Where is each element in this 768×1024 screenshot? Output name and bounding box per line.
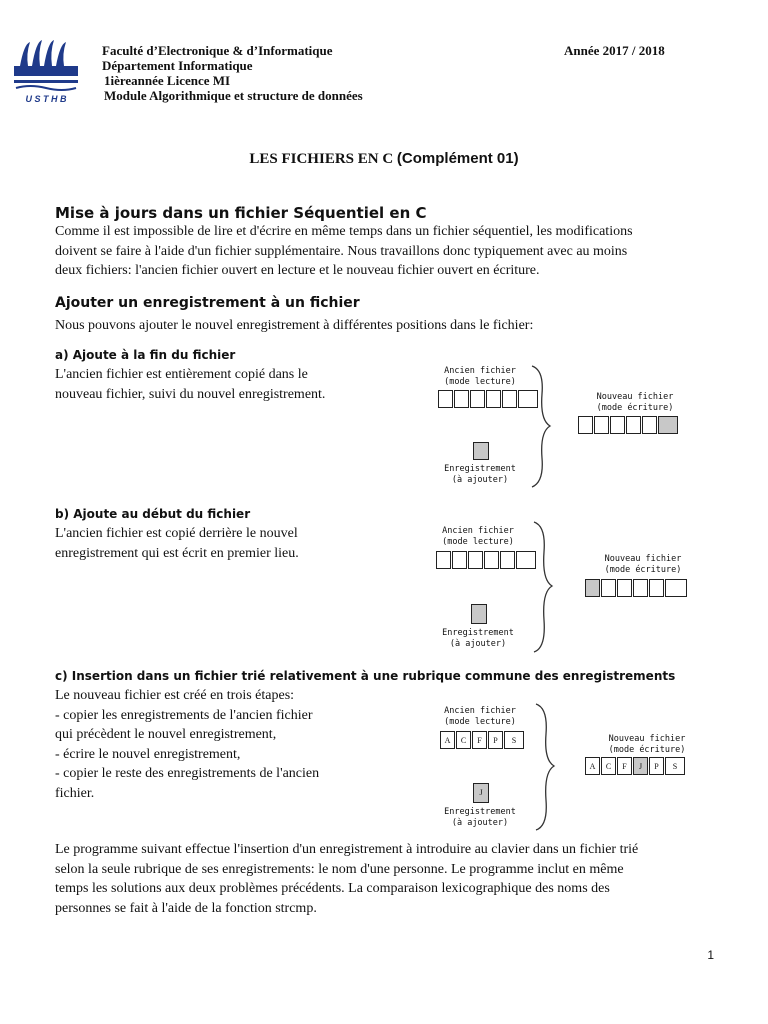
cell: P [649,757,664,775]
department-name: Département Informatique [102,58,253,73]
cell: C [456,731,471,749]
text-line: deux fichiers: l'ancien fichier ouvert en lecture et le nouveau fichier ouvert en écriture. [55,263,540,278]
cell: F [617,757,632,775]
brace-shape [528,364,558,489]
cell: S [504,731,524,749]
section-paragraph-update [55,222,735,281]
text-line: temps les solutions aux deux problèmes précédents. La comparaison lexicographique des noms des [55,881,610,896]
cell: A [585,757,600,775]
brace-shape [530,520,560,654]
page-title [0,150,768,168]
new-file-label: Nouveau fichier (mode écriture) [608,734,686,755]
case-b-paragraph [55,524,299,563]
case-a-paragraph [55,365,325,404]
closing-paragraph [55,840,735,918]
text-line: - copier les enregistrements de l'ancien fichier [55,707,313,723]
page-title-main: LES FICHIERS EN C [249,151,397,167]
record-label: Enregistrement (à ajouter) [444,464,516,485]
text-line: - copier le reste des enregistrements de l'ancien [55,766,320,781]
section-intro-add: Nous pouvons ajouter le nouvel enregistrement à différentes positions dans le fichier: [55,318,534,333]
case-c-paragraph [55,686,319,803]
page-title-sub: (Complément 01) [396,150,519,167]
module-name: Module Algorithmique et structure de données [104,88,363,103]
logo-text: U S T H B [25,94,67,104]
diagram-sorted-insert [420,704,720,832]
text-line: enregistrement qui est écrit en premier lieu. [55,545,299,561]
brace-shape [532,702,562,832]
text-line: fichier. [55,785,95,801]
new-file-label: Nouveau fichier (mode écriture) [604,554,682,575]
cell: J [473,783,489,803]
new-file-label: Nouveau fichier (mode écriture) [596,392,674,413]
record-label: Enregistrement (à ajouter) [442,628,514,649]
old-file-label: Ancien fichier (mode lecture) [444,366,516,387]
text-line: Le nouveau fichier est créé en trois étapes: [55,688,295,703]
text-line: L'ancien fichier est entièrement copié dans le [55,367,308,382]
old-file-label: Ancien fichier (mode lecture) [442,526,514,547]
text-line: doivent se faire à l'aide d'un fichier supplémentaire. Nous travaillons donc typiquement avec au moins [55,243,628,259]
text-line: L'ancien fichier est copié derrière le nouvel [55,526,298,541]
case-a-heading: a) Ajoute à la fin du fichier [55,348,236,362]
text-line: Le programme suivant effectue l'insertion d'un enregistrement à introduire au clavier dans un fichier trié [55,842,639,857]
text-line: selon la seule rubrique de ses enregistrements: le nom d'une personne. Le programme inclut en même [55,861,624,877]
diagram-insert-start [418,524,718,654]
academic-year: Année 2017 / 2018 [564,43,665,58]
old-file-label: Ancien fichier (mode lecture) [444,706,516,727]
cell: S [665,757,685,775]
cell: P [488,731,503,749]
cell: F [472,731,487,749]
record-label: Enregistrement (à ajouter) [444,807,516,828]
cell: C [601,757,616,775]
section-heading-add: Ajouter un enregistrement à un fichier [55,295,360,311]
page-number: 1 [707,948,714,962]
level-name: 1ièreannée Licence MI [104,73,231,88]
faculty-name: Faculté d’Electronique & d’Informatique [102,43,333,58]
cell: J [633,757,648,775]
cell: A [440,731,455,749]
text-line: Comme il est impossible de lire et d'écrire en même temps dans un fichier séquentiel, les modifications [55,224,633,239]
text-line: - écrire le nouvel enregistrement, [55,746,241,762]
case-b-heading: b) Ajoute au début du fichier [55,507,251,521]
university-logo [10,36,82,108]
section-heading-update: Mise à jours dans un fichier Séquentiel en C [55,204,427,222]
text-line: qui précèdent le nouvel enregistrement, [55,727,277,742]
text-line: personnes se fait à l'aide de la fonction strcmp. [55,900,317,916]
case-c-heading: c) Insertion dans un fichier trié relativement à une rubrique commune des enregistrements [55,669,676,683]
text-line: nouveau fichier, suivi du nouvel enregistrement. [55,386,326,402]
diagram-append-end [420,364,720,489]
